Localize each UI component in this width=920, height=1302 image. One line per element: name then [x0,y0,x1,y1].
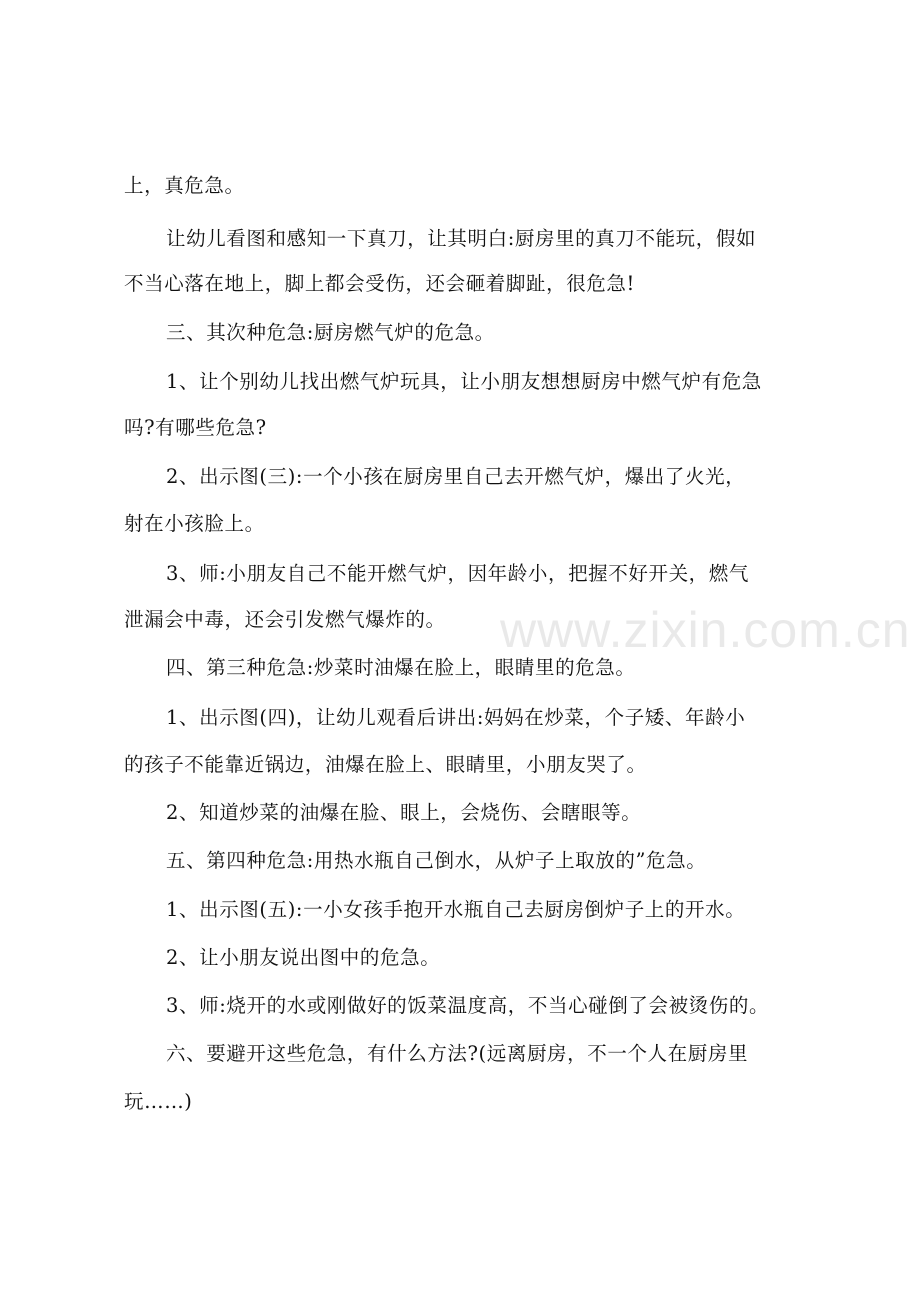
text-line-16: 1、出示图(五):一小女孩手抱开水瓶自己去厨房倒炉子上的开水。 [166,898,746,921]
text-line-9: 3、师:小朋友自己不能开燃气炉，因年龄小，把握不好开关，燃气 [166,562,749,585]
text-line-18: 3、师:烧开的水或刚做好的饭菜温度高，不当心碰倒了会被烫伤的。 [166,994,770,1017]
text-line-20: 玩……) [124,1090,193,1113]
text-line-1: 上，真危急。 [124,174,245,197]
text-line-6: 吗?有哪些危急? [124,416,267,439]
section-heading-6: 六、要避开这些危急，有什么方法?(远离厨房，不一个人在厨房里 [166,1042,749,1065]
text-line-5: 1、让个别幼儿找出燃气炉玩具，让小朋友想想厨房中燃气炉有危急 [166,370,762,393]
text-line-7: 2、出示图(三):一个小孩在厨房里自己去开燃气炉，爆出了火光， [166,465,746,488]
text-line-17: 2、让小朋友说出图中的危急。 [166,946,441,969]
text-line-10: 泄漏会中毒，还会引发燃气爆炸的。 [124,608,446,631]
section-heading-3: 三、其次种危急:厨房燃气炉的危急。 [166,321,495,344]
text-line-13: 的孩子不能靠近锅边，油爆在脸上、眼睛里，小朋友哭了。 [124,753,647,776]
text-line-2: 让幼儿看图和感知一下真刀，让其明白:厨房里的真刀不能玩，假如 [166,227,757,250]
text-line-3: 不当心落在地上，脚上都会受伤，还会砸着脚趾，很危急! [124,272,635,295]
watermark: www.zixin.com.cn [500,602,911,658]
text-line-8: 射在小孩脸上。 [124,512,265,535]
text-line-14: 2、知道炒菜的油爆在脸、眼上，会烧伤、会瞎眼等。 [166,801,642,824]
section-heading-4: 四、第三种危急:炒菜时油爆在脸上，眼睛里的危急。 [166,656,636,679]
text-line-12: 1、出示图(四)，让幼儿观看后讲出:妈妈在炒菜，个子矮、年龄小 [166,706,746,729]
section-heading-5: 五、第四种危急:用热水瓶自己倒水，从炉子上取放的”危急。 [166,849,707,872]
